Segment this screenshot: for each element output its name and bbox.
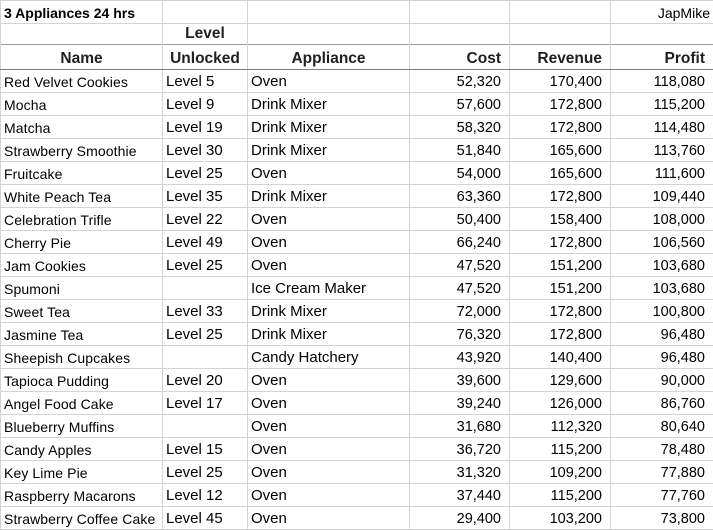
table-row — [1, 208, 713, 231]
cell-name[interactable]: Blueberry Muffins — [1, 415, 163, 438]
header-cost[interactable]: Cost — [410, 45, 510, 70]
cell-revenue[interactable]: 172,800 — [510, 323, 611, 346]
cell-appliance[interactable]: Candy Hatchery — [248, 346, 410, 369]
cell-name[interactable]: Candy Apples — [1, 438, 163, 461]
cell-cost[interactable]: 29,400 — [410, 507, 510, 530]
table-row — [1, 162, 713, 185]
cell-name[interactable]: Angel Food Cake — [1, 392, 163, 415]
cell-name[interactable]: Red Velvet Cookies — [1, 70, 163, 93]
cell-level[interactable]: Level 25 — [163, 323, 248, 346]
cell-profit[interactable]: 103,680 — [611, 254, 713, 277]
cell-profit[interactable]: 80,640 — [611, 415, 713, 438]
cell-cost[interactable]: 39,600 — [410, 369, 510, 392]
cell-profit[interactable]: 90,000 — [611, 369, 713, 392]
cell-revenue[interactable]: 103,200 — [510, 507, 611, 530]
cell-name[interactable]: Raspberry Macarons — [1, 484, 163, 507]
cell-profit[interactable]: 73,800 — [611, 507, 713, 530]
cell-cost[interactable]: 47,520 — [410, 277, 510, 300]
header-level-top[interactable]: Level — [163, 24, 248, 45]
cell-cost[interactable]: 36,720 — [410, 438, 510, 461]
cell-level[interactable]: Level 45 — [163, 507, 248, 530]
table-row — [1, 185, 713, 208]
table-row — [1, 70, 713, 93]
cell-name[interactable]: Sheepish Cupcakes — [1, 346, 163, 369]
cell-appliance[interactable]: Drink Mixer — [248, 116, 410, 139]
cell-revenue[interactable]: 129,600 — [510, 369, 611, 392]
cell-appliance[interactable]: Oven — [248, 392, 410, 415]
cell-profit[interactable]: 109,440 — [611, 185, 713, 208]
cell-level[interactable]: Level 25 — [163, 254, 248, 277]
cell-profit[interactable]: 113,760 — [611, 139, 713, 162]
cell-profit[interactable]: 103,680 — [611, 277, 713, 300]
cell-appliance[interactable]: Oven — [248, 208, 410, 231]
cell-cost[interactable]: 31,680 — [410, 415, 510, 438]
cell-profit[interactable]: 108,000 — [611, 208, 713, 231]
table-row — [1, 254, 713, 277]
cell-appliance[interactable]: Ice Cream Maker — [248, 277, 410, 300]
cell-revenue[interactable]: 170,400 — [510, 70, 611, 93]
cell-revenue[interactable]: 172,800 — [510, 185, 611, 208]
cell-revenue[interactable]: 140,400 — [510, 346, 611, 369]
cell-cost[interactable]: 66,240 — [410, 231, 510, 254]
cell-revenue[interactable]: 172,800 — [510, 300, 611, 323]
table-row — [1, 346, 713, 369]
cell-level[interactable]: Level 25 — [163, 461, 248, 484]
cell-appliance[interactable]: Drink Mixer — [248, 139, 410, 162]
table-row — [1, 415, 713, 438]
header-appliance[interactable]: Appliance — [248, 45, 410, 70]
cell-level[interactable]: Level 12 — [163, 484, 248, 507]
cell-profit[interactable]: 118,080 — [611, 70, 713, 93]
cell-cost[interactable]: 72,000 — [410, 300, 510, 323]
cell-name[interactable]: Key Lime Pie — [1, 461, 163, 484]
cell-name[interactable]: White Peach Tea — [1, 185, 163, 208]
cell-level[interactable]: Level 30 — [163, 139, 248, 162]
cell-appliance[interactable]: Drink Mixer — [248, 300, 410, 323]
header-appliance-top[interactable] — [248, 24, 410, 45]
cell-appliance[interactable]: Oven — [248, 507, 410, 530]
cell-profit[interactable]: 114,480 — [611, 116, 713, 139]
cell-revenue[interactable]: 126,000 — [510, 392, 611, 415]
cell-cost[interactable]: 43,920 — [410, 346, 510, 369]
cell-name[interactable]: Tapioca Pudding — [1, 369, 163, 392]
cell-name[interactable]: Spumoni — [1, 277, 163, 300]
cell-name[interactable]: Cherry Pie — [1, 231, 163, 254]
header-profit-top[interactable] — [611, 24, 713, 45]
sheet-author[interactable]: JapMike — [611, 1, 713, 24]
header-name[interactable]: Name — [1, 45, 163, 70]
cell-profit[interactable]: 96,480 — [611, 346, 713, 369]
cell-level[interactable] — [163, 277, 248, 300]
table-row — [1, 461, 713, 484]
cell-profit[interactable]: 100,800 — [611, 300, 713, 323]
header-level-unlocked[interactable]: Unlocked — [163, 45, 248, 70]
table-row — [1, 392, 713, 415]
header-revenue-top[interactable] — [510, 24, 611, 45]
cell-level[interactable]: Level 49 — [163, 231, 248, 254]
table-row — [1, 507, 713, 530]
cell-profit[interactable]: 96,480 — [611, 323, 713, 346]
cell-level[interactable]: Level 35 — [163, 185, 248, 208]
cell-level[interactable]: Level 25 — [163, 162, 248, 185]
cell-name[interactable]: Strawberry Smoothie — [1, 139, 163, 162]
table-row — [1, 231, 713, 254]
cell-cost[interactable]: 54,000 — [410, 162, 510, 185]
header-cost-top[interactable] — [410, 24, 510, 45]
table-row — [1, 438, 713, 461]
cell-appliance[interactable]: Oven — [248, 369, 410, 392]
cell-cost[interactable]: 58,320 — [410, 116, 510, 139]
cell-level[interactable]: Level 20 — [163, 369, 248, 392]
cell-level[interactable]: Level 15 — [163, 438, 248, 461]
cell-name[interactable]: Jam Cookies — [1, 254, 163, 277]
cell-appliance[interactable]: Oven — [248, 415, 410, 438]
cell-cost[interactable]: 51,840 — [410, 139, 510, 162]
table-row — [1, 277, 713, 300]
cell-revenue[interactable]: 151,200 — [510, 254, 611, 277]
cell-revenue[interactable]: 172,800 — [510, 231, 611, 254]
cell-revenue[interactable]: 109,200 — [510, 461, 611, 484]
cell-cost[interactable]: 63,360 — [410, 185, 510, 208]
cell-name[interactable]: Celebration Trifle — [1, 208, 163, 231]
empty-cell[interactable] — [410, 1, 510, 24]
cell-cost[interactable]: 37,440 — [410, 484, 510, 507]
cell-name[interactable]: Matcha — [1, 116, 163, 139]
cell-appliance[interactable]: Oven — [248, 438, 410, 461]
cell-profit[interactable]: 78,480 — [611, 438, 713, 461]
cell-appliance[interactable]: Drink Mixer — [248, 93, 410, 116]
cell-appliance[interactable]: Oven — [248, 461, 410, 484]
cell-revenue[interactable]: 165,600 — [510, 139, 611, 162]
table-row — [1, 323, 713, 346]
sheet-title[interactable]: 3 Appliances 24 hrs — [1, 1, 163, 24]
cell-cost[interactable]: 39,240 — [410, 392, 510, 415]
header-name-top[interactable] — [1, 24, 163, 45]
cell-revenue[interactable]: 112,320 — [510, 415, 611, 438]
cell-appliance[interactable]: Oven — [248, 162, 410, 185]
cell-level[interactable] — [163, 415, 248, 438]
cell-revenue[interactable]: 165,600 — [510, 162, 611, 185]
cell-revenue[interactable]: 151,200 — [510, 277, 611, 300]
cell-profit[interactable]: 77,760 — [611, 484, 713, 507]
header-revenue[interactable]: Revenue — [510, 45, 611, 70]
table-row — [1, 484, 713, 507]
cell-level[interactable]: Level 17 — [163, 392, 248, 415]
cell-profit[interactable]: 111,600 — [611, 162, 713, 185]
empty-cell[interactable] — [248, 1, 410, 24]
cell-name[interactable]: Strawberry Coffee Cake — [1, 507, 163, 530]
cell-appliance[interactable]: Drink Mixer — [248, 185, 410, 208]
cell-name[interactable]: Sweet Tea — [1, 300, 163, 323]
cell-level[interactable]: Level 22 — [163, 208, 248, 231]
cell-name[interactable]: Jasmine Tea — [1, 323, 163, 346]
table-row — [1, 93, 713, 116]
cell-revenue[interactable]: 172,800 — [510, 116, 611, 139]
cell-appliance[interactable]: Drink Mixer — [248, 323, 410, 346]
cell-level[interactable]: Level 33 — [163, 300, 248, 323]
cell-revenue[interactable]: 115,200 — [510, 484, 611, 507]
table-row — [1, 116, 713, 139]
cell-level[interactable]: Level 5 — [163, 70, 248, 93]
cell-name[interactable]: Mocha — [1, 93, 163, 116]
cell-cost[interactable]: 47,520 — [410, 254, 510, 277]
cell-level[interactable]: Level 9 — [163, 93, 248, 116]
cell-cost[interactable]: 76,320 — [410, 323, 510, 346]
cell-profit[interactable]: 115,200 — [611, 93, 713, 116]
cell-cost[interactable]: 50,400 — [410, 208, 510, 231]
cell-revenue[interactable]: 115,200 — [510, 438, 611, 461]
cell-appliance[interactable]: Oven — [248, 231, 410, 254]
cell-profit[interactable]: 86,760 — [611, 392, 713, 415]
cell-cost[interactable]: 57,600 — [410, 93, 510, 116]
header-row — [1, 45, 713, 70]
cell-appliance[interactable]: Oven — [248, 70, 410, 93]
cell-cost[interactable]: 52,320 — [410, 70, 510, 93]
cell-appliance[interactable]: Oven — [248, 484, 410, 507]
cell-profit[interactable]: 106,560 — [611, 231, 713, 254]
cell-level[interactable]: Level 19 — [163, 116, 248, 139]
empty-cell[interactable] — [163, 1, 248, 24]
table-row — [1, 369, 713, 392]
cell-profit[interactable]: 77,880 — [611, 461, 713, 484]
empty-cell[interactable] — [510, 1, 611, 24]
cell-cost[interactable]: 31,320 — [410, 461, 510, 484]
header-row-top — [1, 24, 713, 45]
cell-appliance[interactable]: Oven — [248, 254, 410, 277]
table-row — [1, 300, 713, 323]
cell-revenue[interactable]: 172,800 — [510, 93, 611, 116]
title-row — [1, 1, 713, 24]
table-row — [1, 139, 713, 162]
cell-level[interactable] — [163, 346, 248, 369]
cell-name[interactable]: Fruitcake — [1, 162, 163, 185]
cell-revenue[interactable]: 158,400 — [510, 208, 611, 231]
header-profit[interactable]: Profit — [611, 45, 713, 70]
